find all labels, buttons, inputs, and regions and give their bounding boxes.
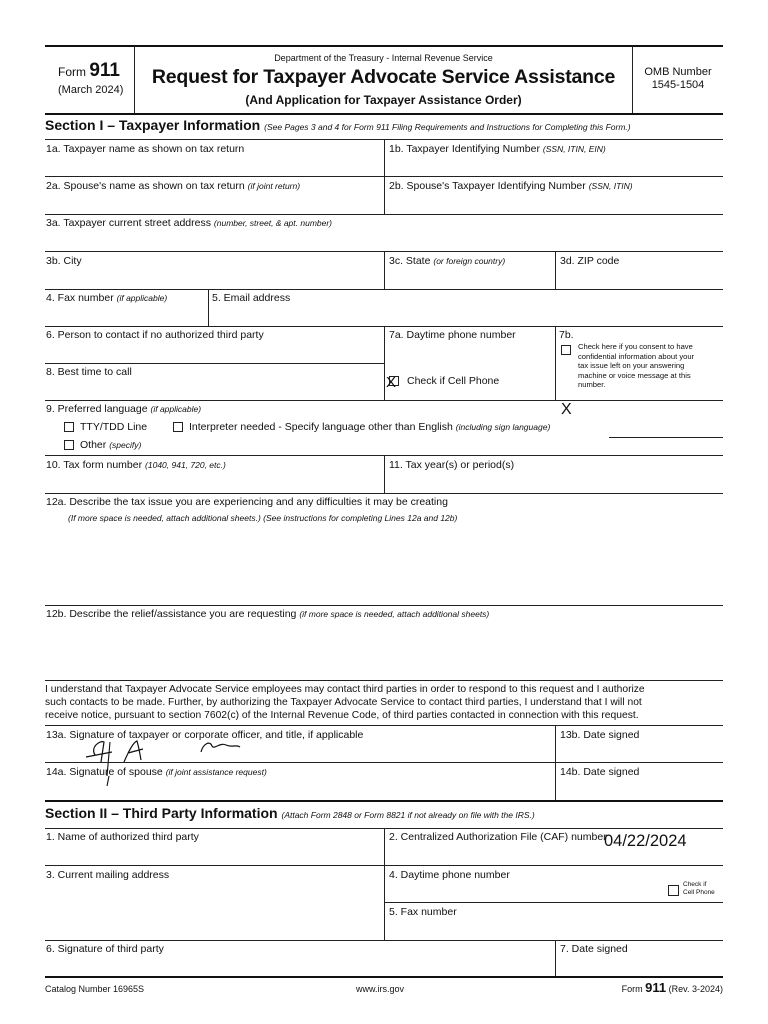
divider-45 bbox=[208, 289, 209, 326]
divider-67 bbox=[384, 326, 385, 400]
label-s2-4: 4. Daytime phone number bbox=[389, 869, 510, 881]
rule-row1 bbox=[45, 176, 723, 177]
caf-number-field[interactable] bbox=[387, 846, 721, 864]
footer-form-id bbox=[622, 980, 723, 995]
form-number: 911 bbox=[89, 60, 120, 81]
email-field[interactable] bbox=[211, 307, 721, 325]
relief-requested-field[interactable] bbox=[46, 623, 721, 679]
label-3d: 3d. ZIP code bbox=[560, 255, 620, 267]
label-3c: 3c. State (or foreign country) bbox=[389, 255, 506, 267]
footer-form-number: 911 bbox=[645, 980, 667, 995]
label-12b: 12b. Describe the relief/assistance you are requesting (if more space is needed, attach additional sheets) bbox=[46, 608, 490, 620]
label-1a: 1a. Taxpayer name as shown on tax return bbox=[46, 143, 245, 155]
label-s2-7: 7. Date signed bbox=[560, 943, 628, 955]
third-party-cell-checkbox[interactable] bbox=[668, 885, 679, 896]
label-14a: 14a. Signature of spouse (if joint assistance request) bbox=[46, 766, 267, 778]
section2-title-text: Section II – Third Party Information bbox=[45, 805, 278, 821]
website: www.irs.gov bbox=[356, 984, 405, 994]
taxpayer-tin-field[interactable] bbox=[387, 158, 721, 176]
spouse-name-field[interactable] bbox=[46, 195, 382, 213]
label-tty: TTY/TDD Line bbox=[80, 421, 148, 433]
tax-issue-field[interactable] bbox=[46, 526, 721, 604]
rule-row10 bbox=[45, 493, 723, 494]
note-12a: (If more space is needed, attach additional sheets.) (See instructions for completing Lines 12a and 12b) bbox=[68, 513, 458, 523]
tax-year-field[interactable] bbox=[387, 474, 721, 492]
label-13b: 13b. Date signed bbox=[560, 729, 640, 741]
label-s2-cell: Check if Cell Phone bbox=[683, 881, 715, 896]
third-party-signature-field[interactable] bbox=[46, 958, 553, 975]
third-party-date-field[interactable] bbox=[558, 958, 721, 975]
third-party-phone-field[interactable] bbox=[387, 884, 662, 902]
label-14b: 14b. Date signed bbox=[560, 766, 640, 778]
contact-person-field[interactable] bbox=[46, 344, 382, 362]
label-2a: 2a. Spouse's name as shown on tax return (if joint return) bbox=[46, 180, 301, 192]
omb-label: OMB Number bbox=[644, 66, 712, 78]
street-address-field[interactable] bbox=[46, 232, 721, 250]
catalog-number: Catalog Number 16965S bbox=[45, 984, 145, 994]
divider-3bc bbox=[384, 251, 385, 289]
tty-checkbox[interactable] bbox=[64, 422, 74, 432]
rule-row12b bbox=[45, 680, 723, 681]
divider-1011 bbox=[384, 455, 385, 493]
third-party-name-field[interactable] bbox=[46, 846, 382, 864]
rule-row12a bbox=[45, 605, 723, 606]
third-party-consent-paragraph: I understand that Taxpayer Advocate Service employees may contact third parties in order to respond to this request and I authorize such contacts to be made. Further, by authorizing the Taxpayer Advocate Service to contact third parties, I understand that I will not receive notice, pursuant to section 7602(c) of the Internal Revenue Code, of third parties contacted in connection with this request. bbox=[45, 684, 645, 722]
divider-s2-67 bbox=[555, 940, 556, 976]
handwritten-date: 04/22/2024 bbox=[604, 832, 687, 850]
footer-form-word: Form bbox=[621, 984, 643, 994]
fax-field[interactable] bbox=[46, 307, 206, 325]
label-4: 4. Fax number (if applicable) bbox=[46, 292, 168, 304]
section1-title bbox=[45, 117, 631, 133]
divider-s2 bbox=[384, 828, 385, 940]
handwritten-x-cell: X bbox=[386, 374, 397, 391]
tax-form-field[interactable] bbox=[46, 474, 382, 492]
label-6: 6. Person to contact if no authorized third party bbox=[46, 329, 264, 341]
label-1b: 1b. Taxpayer Identifying Number (SSN, ITIN, EIN) bbox=[389, 143, 606, 155]
form-title: Request for Taxpayer Advocate Service Assistance bbox=[151, 66, 616, 88]
form-number-block bbox=[58, 60, 120, 82]
rule-section1-end bbox=[45, 800, 723, 802]
mailing-address-field[interactable] bbox=[46, 884, 382, 939]
spouse-date-field[interactable] bbox=[558, 781, 721, 799]
label-7a: 7a. Daytime phone number bbox=[389, 329, 516, 341]
interpreter-language-line bbox=[609, 437, 723, 438]
rule-row3b bbox=[45, 289, 723, 290]
rule-row8 bbox=[45, 400, 723, 401]
state-field[interactable] bbox=[387, 270, 553, 288]
section2-title bbox=[45, 805, 535, 821]
divider-3cd bbox=[555, 251, 556, 289]
label-3a: 3a. Taxpayer current street address (number, street, & apt. number) bbox=[46, 217, 333, 229]
divider-7ab bbox=[555, 326, 556, 400]
label-interpreter: Interpreter needed - Specify language other than English (including sign language) bbox=[189, 421, 551, 433]
rule-s2-row4 bbox=[384, 902, 723, 903]
taxpayer-signature-field[interactable] bbox=[46, 744, 553, 762]
department: Department of the Treasury - Internal Revenue Service bbox=[274, 53, 493, 63]
section1-title-text: Section I – Taxpayer Information bbox=[45, 117, 261, 133]
rule-s2-row1 bbox=[45, 865, 723, 866]
zip-field[interactable] bbox=[558, 270, 721, 288]
label-cell-phone: Check if Cell Phone bbox=[407, 375, 500, 387]
label-12a: 12a. Describe the tax issue you are experiencing and any difficulties it may be creating bbox=[46, 496, 448, 508]
form-subtitle: (And Application for Taxpayer Assistance Order) bbox=[245, 93, 522, 107]
label-9: 9. Preferred language (if applicable) bbox=[46, 403, 202, 415]
form-word: Form bbox=[58, 65, 86, 79]
label-s2-6: 6. Signature of third party bbox=[46, 943, 164, 955]
daytime-phone-field[interactable] bbox=[387, 344, 553, 364]
label-other: Other (specify) bbox=[80, 439, 142, 451]
label-2b: 2b. Spouse's Taxpayer Identifying Number (SSN, ITIN) bbox=[389, 180, 633, 192]
consent-text: Check here if you consent to have confidential information about your tax issue left on your answering machine or voice message at this number. bbox=[578, 342, 695, 390]
label-8: 8. Best time to call bbox=[46, 366, 132, 378]
interpreter-language-field[interactable] bbox=[609, 420, 723, 437]
taxpayer-name-field[interactable] bbox=[46, 158, 382, 176]
spouse-tin-field[interactable] bbox=[387, 195, 721, 213]
form-date: (March 2024) bbox=[58, 84, 124, 96]
spouse-signature-field[interactable] bbox=[46, 781, 553, 799]
third-party-fax-field[interactable] bbox=[387, 920, 721, 938]
label-5: 5. Email address bbox=[212, 292, 291, 304]
rule-row2 bbox=[45, 214, 723, 215]
best-time-field[interactable] bbox=[46, 381, 382, 399]
label-3b: 3b. City bbox=[46, 255, 82, 267]
header-bottom-rule bbox=[45, 113, 723, 115]
label-10: 10. Tax form number (1040, 941, 720, etc.) bbox=[46, 459, 226, 471]
interpreter-checkbox[interactable] bbox=[173, 422, 183, 432]
rule-consent bbox=[45, 725, 723, 726]
taxpayer-date-field[interactable] bbox=[558, 744, 721, 762]
label-11: 11. Tax year(s) or period(s) bbox=[389, 459, 515, 471]
label-s2-1: 1. Name of authorized third party bbox=[46, 831, 199, 843]
label-s2-5: 5. Fax number bbox=[389, 906, 457, 918]
rule-s2-end bbox=[45, 976, 723, 978]
label-13a: 13a. Signature of taxpayer or corporate officer, and title, if applicable bbox=[46, 729, 364, 741]
other-language-checkbox[interactable] bbox=[64, 440, 74, 450]
section1-note: (See Pages 3 and 4 for Form 911 Filing Requirements and Instructions for Completing this Form.) bbox=[264, 122, 631, 132]
label-7b: 7b. bbox=[559, 329, 574, 341]
top-rule bbox=[45, 45, 723, 47]
footer-revision: (Rev. 3-2024) bbox=[668, 984, 723, 994]
section2-note: (Attach Form 2848 or Form 8821 if not already on file with the IRS.) bbox=[281, 810, 535, 820]
rule-s2-row5 bbox=[45, 940, 723, 941]
label-s2-2: 2. Centralized Authorization File (CAF) number bbox=[389, 831, 607, 843]
consent-checkbox[interactable] bbox=[561, 345, 571, 355]
rule-row6 bbox=[45, 363, 384, 364]
rule-row13 bbox=[45, 762, 723, 763]
omb-number: 1545-1504 bbox=[651, 79, 705, 91]
city-field[interactable] bbox=[46, 270, 382, 288]
label-s2-3: 3. Current mailing address bbox=[46, 869, 170, 881]
handwritten-x-consent: X bbox=[561, 401, 572, 418]
